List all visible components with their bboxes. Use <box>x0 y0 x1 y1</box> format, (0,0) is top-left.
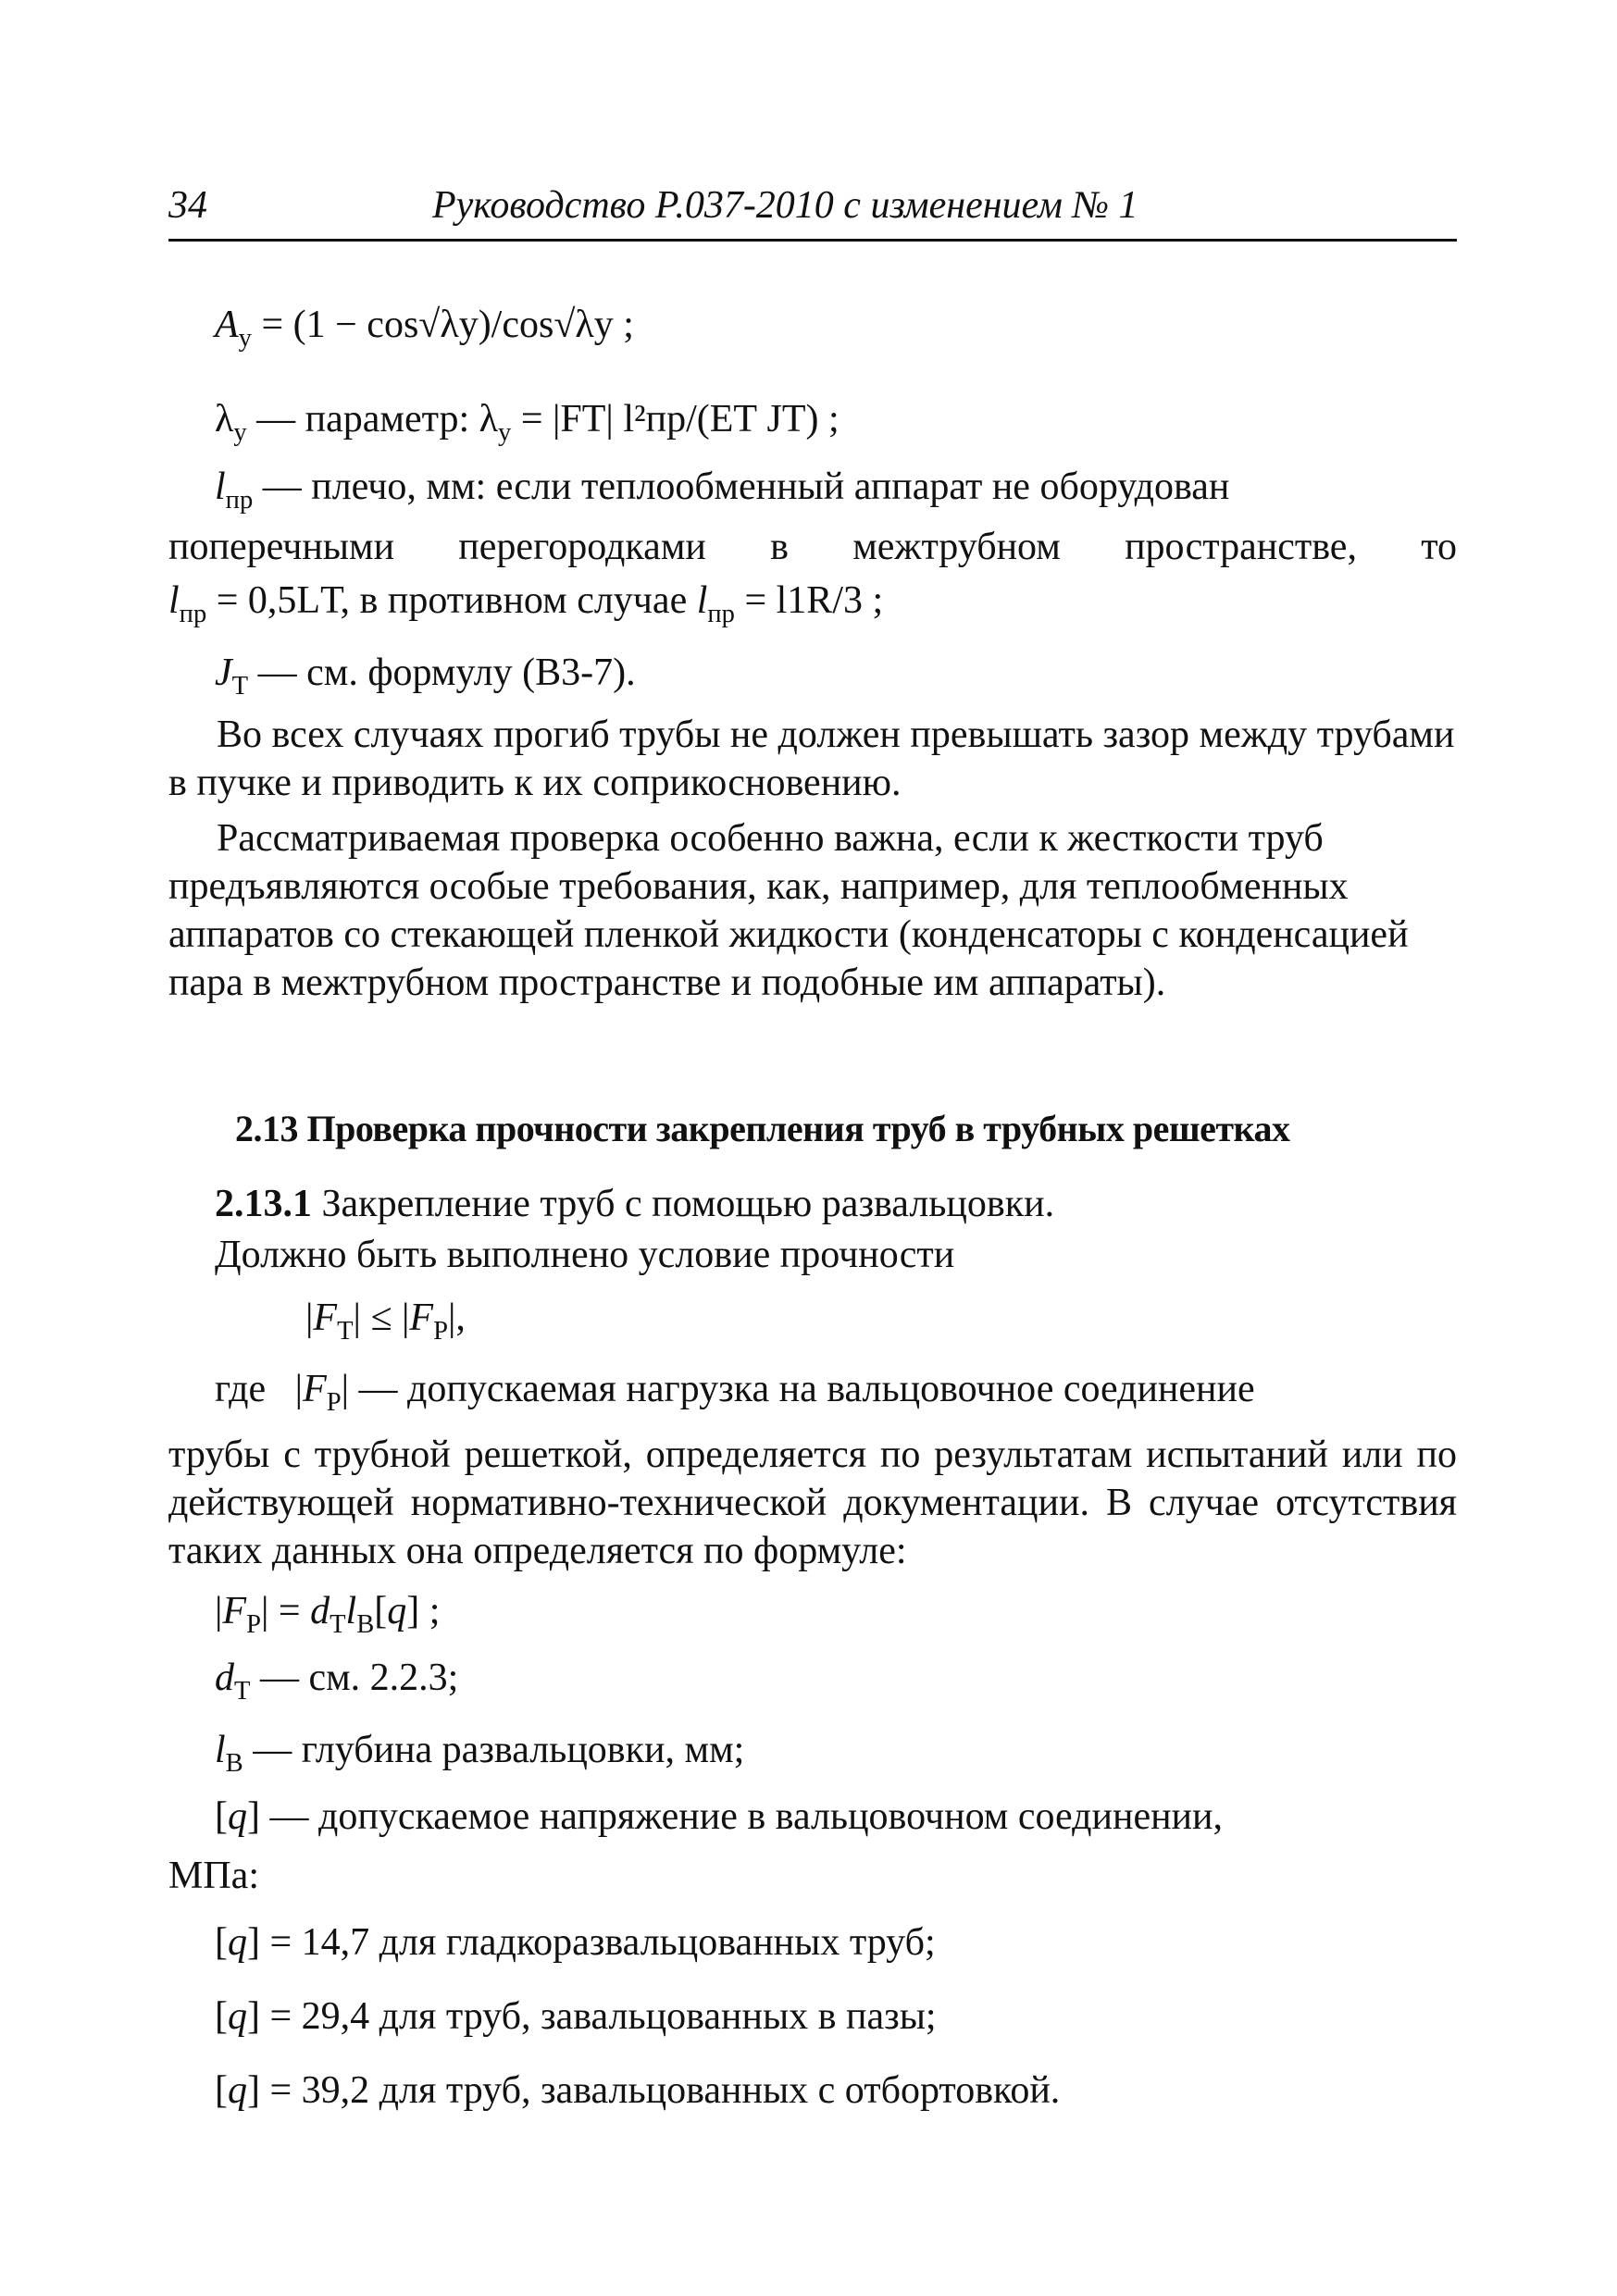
q-value-3-text: = 39,2 для труб, завальцованных с отбортовкой. <box>269 2069 1061 2112</box>
FP-definition: где $|F_Р|$ — допускаемая нагрузка на вальцовочное соединение <box>215 1368 1255 1417</box>
lpr-formula-a: = 0,5LТ <box>216 579 341 622</box>
formula-Ay-expression: (1 − cos√λу)/cos√λу ; <box>292 304 634 346</box>
lpr-def-text: — плечо, мм: если теплообменный аппарат не оборудован <box>262 465 1230 508</box>
q-value-2: [q] = 29,4 для труб, завальцованных в пазы; <box>215 1995 937 2038</box>
lpr-definition: $l_{пр}$ — плечо, мм: если теплообменный аппарат не оборудован <box>215 465 1230 515</box>
q-definition: [q] — допускаемое напряжение в вальцовочном соединении, <box>215 1795 1224 1838</box>
condition-text: Должно быть выполнено условие прочности <box>215 1234 955 1276</box>
lambda-definition: $\lambda_у$ — параметр: $\lambda_у = |FТ|$ l²пр/(EТ JТ) ; <box>215 398 840 447</box>
section-heading: 2.13 Проверка прочности закрепления труб в трубных решетках <box>235 1108 1290 1149</box>
lpr-middle: , в противном случае <box>340 579 688 622</box>
page-header <box>168 183 1457 242</box>
q-value-1-text: = 14,7 для гладкоразвальцованных труб; <box>269 1921 936 1964</box>
JT-definition: $J_Т$ — см. формулу (В3-7). <box>215 652 636 701</box>
paragraph-1: Во всех случаях прогиб трубы не должен превышать зазор между трубами в пучке и приводить к их соприкосновению. <box>168 714 1455 804</box>
FP-def-text: — допускаемая нагрузка на вальцовочное соединение <box>358 1368 1255 1410</box>
q-value-2-text: = 29,4 для труб, завальцованных в пазы; <box>269 1995 937 2038</box>
FP-formula: $|F_Р| = d_Тl_В[q]$ ; <box>215 1590 441 1639</box>
paragraph-2: Рассматриваемая проверка особенно важна, если к жесткости труб предъявляются особые требования, как, например, для теплообменных аппаратов со стекающей пленкой жидкости (конденсаторы с конденсацией пара в межтрубном пространстве и подобные им аппараты). <box>168 817 1409 1004</box>
q-value-1: [q] = 14,7 для гладкоразвальцованных труб; <box>215 1921 936 1964</box>
FP-paragraph: трубы с трубной решеткой, определяется по результатам испытаний или по действующей нормативно-технической документации. В случае отсутствия таких данных она определяется по формуле: <box>168 1433 1457 1572</box>
q-def-text: — допускаемое напряжение в вальцовочном соединении, <box>269 1795 1224 1838</box>
subsection-text: Закрепление труб с помощью развальцовки. <box>321 1183 1055 1225</box>
q-value-3: [q] = 39,2 для труб, завальцованных с отбортовкой. <box>215 2069 1061 2112</box>
lambda-formula: = |FТ| l²пр/(EТ JТ) ; <box>520 398 840 441</box>
lpr-formula-line: $l_{пр} = 0,5LТ$, в противном случае $l_{пр} = l1R/3$ ; <box>168 579 884 628</box>
formula-Ay: $A_у = (1 - \cos√\lambda у)/\cos√\lambda у$ ; <box>215 304 634 353</box>
lambda-def-text: — параметр: <box>256 398 470 441</box>
lpr-definition-line2: поперечными перегородками в межтрубном пространстве, то <box>168 526 1457 568</box>
subsection-2-13-1 <box>215 1185 1054 1223</box>
where-word: где <box>215 1368 267 1410</box>
dT-def-text: — см. 2.2.3; <box>259 1657 459 1699</box>
lB-definition: $l_В$ — глубина развальцовки, мм; <box>215 1729 745 1778</box>
header-title: Руководство Р.037-2010 с изменением № 1 <box>432 184 1138 227</box>
q-unit: МПа: <box>168 1855 259 1897</box>
JT-def-text: — см. формулу (В3-7). <box>257 652 636 694</box>
lB-def-text: — глубина развальцовки, мм; <box>253 1729 745 1771</box>
subsection-number: 2.13.1 <box>215 1183 312 1225</box>
dT-definition: $d_Т$ — см. 2.2.3; <box>215 1657 459 1706</box>
lpr-formula-b: = l1R/3 ; <box>744 579 884 622</box>
strength-condition-formula: $|F_Т| \le |F_Р|$, <box>305 1297 466 1346</box>
page-number: 34 <box>168 184 207 227</box>
